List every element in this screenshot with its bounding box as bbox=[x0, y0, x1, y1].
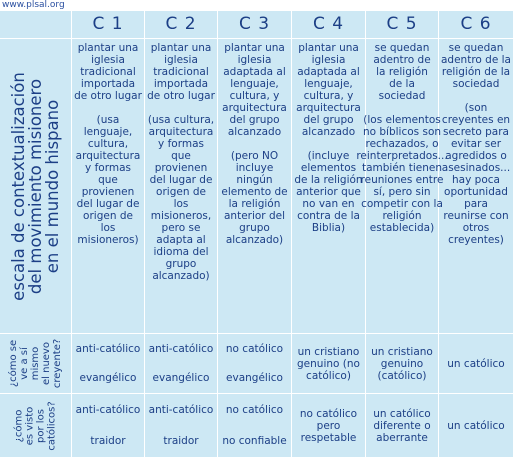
self-view-cell-c5 bbox=[368, 334, 436, 393]
row-label-line: ve a sí bbox=[19, 347, 30, 380]
cell-top-text: no católico pero respetable bbox=[299, 407, 358, 444]
scale-cell-c1 bbox=[74, 39, 142, 333]
catholic-view-cell-c4 bbox=[294, 394, 363, 457]
cell-note-text: (pero NO incluye ningún elemento de la religión anterior del grupo alcanzado) bbox=[221, 150, 288, 246]
header-c3: C 3 bbox=[238, 14, 271, 34]
cell-top-text: un cristiano genuino (no católico) bbox=[297, 345, 360, 382]
header-c6: C 6 bbox=[460, 14, 492, 34]
row-label-line: el nuevo bbox=[41, 342, 52, 385]
cell-main-text: plantar una iglesia adaptada al lenguaje, cultura, y arquitectura del grupo alcanzado bbox=[296, 42, 361, 138]
cell-bottom-text: evangélico bbox=[152, 372, 210, 385]
row-label-line: creyente? bbox=[52, 338, 63, 389]
cell-bottom-text: evangélico bbox=[226, 372, 283, 385]
catholic-view-cell-c5 bbox=[368, 394, 436, 457]
catholic-view-cell-c6 bbox=[441, 394, 511, 457]
cell-top-text: no católico bbox=[225, 342, 284, 355]
cell-bottom-text: no confiable bbox=[222, 435, 287, 448]
row-label-line: católicos? bbox=[46, 400, 58, 451]
scale-cell-c4 bbox=[294, 39, 363, 333]
cell-top-text: anti-católico bbox=[75, 403, 141, 416]
scale-cell-c2 bbox=[147, 39, 215, 333]
cell-top-text: anti-católico bbox=[148, 403, 214, 416]
cell-top-text: anti-católico bbox=[75, 342, 141, 355]
cell-note-text: (usa lenguaje, cultura, arquitectura y formas que provienen del lugar de origen de los misioneros) bbox=[75, 114, 141, 246]
catholic-view-cell-c1 bbox=[74, 394, 142, 457]
row-label-line: en el mundo hispano bbox=[43, 99, 62, 273]
row-label-line: del movimiento misionero bbox=[26, 78, 45, 294]
scale-cell-c3 bbox=[220, 39, 289, 333]
row-label-line: es visto bbox=[24, 406, 36, 445]
catholic-view-cell-c3 bbox=[220, 394, 289, 457]
column-divider bbox=[71, 11, 72, 457]
cell-note-text: (usa cultura, arquitectura y formas que provienen del lugar de origen de los misioneros, pero se adapta al idioma del grupo alcanzado) bbox=[147, 114, 215, 282]
column-divider bbox=[144, 11, 145, 457]
row-label-line: por los bbox=[35, 408, 47, 443]
cell-main-text: plantar una iglesia adaptada al lenguaje, cultura, y arquitectura del grupo alcanzado bbox=[222, 42, 287, 138]
row-label-scale bbox=[0, 39, 71, 333]
self-view-cell-c6 bbox=[441, 334, 511, 393]
cell-main-text: plantar una iglesia tradicional importada de otro lugar bbox=[74, 42, 142, 102]
cell-main-text: plantar una iglesia tradicional importada de otro lugar bbox=[147, 42, 215, 102]
catholic-view-cell-c2 bbox=[147, 394, 215, 457]
cell-top-text: un cristiano genuino (católico) bbox=[371, 345, 433, 382]
row-label-line: escala de contextualización bbox=[9, 71, 28, 301]
cell-note-text: (incluye elementos de la religión anterior que no van en contra de la Biblia) bbox=[294, 150, 363, 234]
row-label-self-view bbox=[0, 334, 71, 393]
cell-note-text: (los elementos no bíblicos son rechazados, o reinterpretados... también tienen reuniones entre sí, pero sin competir con la religión establecida) bbox=[356, 114, 448, 234]
cell-top-text: anti-católico bbox=[148, 342, 214, 355]
row-label-line: mismo bbox=[30, 346, 41, 381]
self-view-cell-c2 bbox=[147, 334, 215, 393]
header-c4: C 4 bbox=[312, 14, 345, 34]
column-divider bbox=[438, 11, 439, 457]
self-view-cell-c4 bbox=[294, 334, 363, 393]
column-divider bbox=[365, 11, 366, 457]
cell-top-text: un católico diferente o aberrante bbox=[373, 407, 431, 444]
cell-main-text: se quedan adentro de la religión de la sociedad bbox=[441, 42, 511, 90]
cell-top-text: no católico bbox=[225, 403, 284, 416]
cell-bottom-text: traidor bbox=[163, 435, 199, 448]
cell-top-text: un católico bbox=[447, 357, 505, 370]
column-divider bbox=[217, 11, 218, 457]
cell-main-text: se quedan adentro de la religión de la sociedad bbox=[373, 42, 431, 102]
row-label-catholic-view bbox=[0, 394, 71, 457]
column-divider bbox=[291, 11, 292, 457]
header-c1: C 1 bbox=[92, 14, 124, 34]
contextualization-table bbox=[0, 11, 513, 457]
cell-note-text: (son creyentes en secreto para evitar ser agredidos o asesinados... hay poca oportunidad para reunirse con otros creyentes) bbox=[441, 102, 511, 246]
self-view-cell-c1 bbox=[74, 334, 142, 393]
scale-cell-c6 bbox=[441, 39, 511, 333]
scale-cell-c5 bbox=[356, 39, 448, 333]
row-label-line: ¿cómo bbox=[13, 409, 25, 442]
cell-bottom-text: traidor bbox=[90, 435, 126, 448]
row-label-line: ¿cómo se bbox=[8, 339, 19, 388]
site-url: www.plsal.org bbox=[2, 0, 65, 10]
self-view-cell-c3 bbox=[220, 334, 289, 393]
header-c2: C 2 bbox=[165, 14, 197, 34]
cell-top-text: un católico bbox=[447, 419, 505, 432]
cell-bottom-text: evangélico bbox=[79, 372, 137, 385]
header-c5: C 5 bbox=[386, 14, 418, 34]
